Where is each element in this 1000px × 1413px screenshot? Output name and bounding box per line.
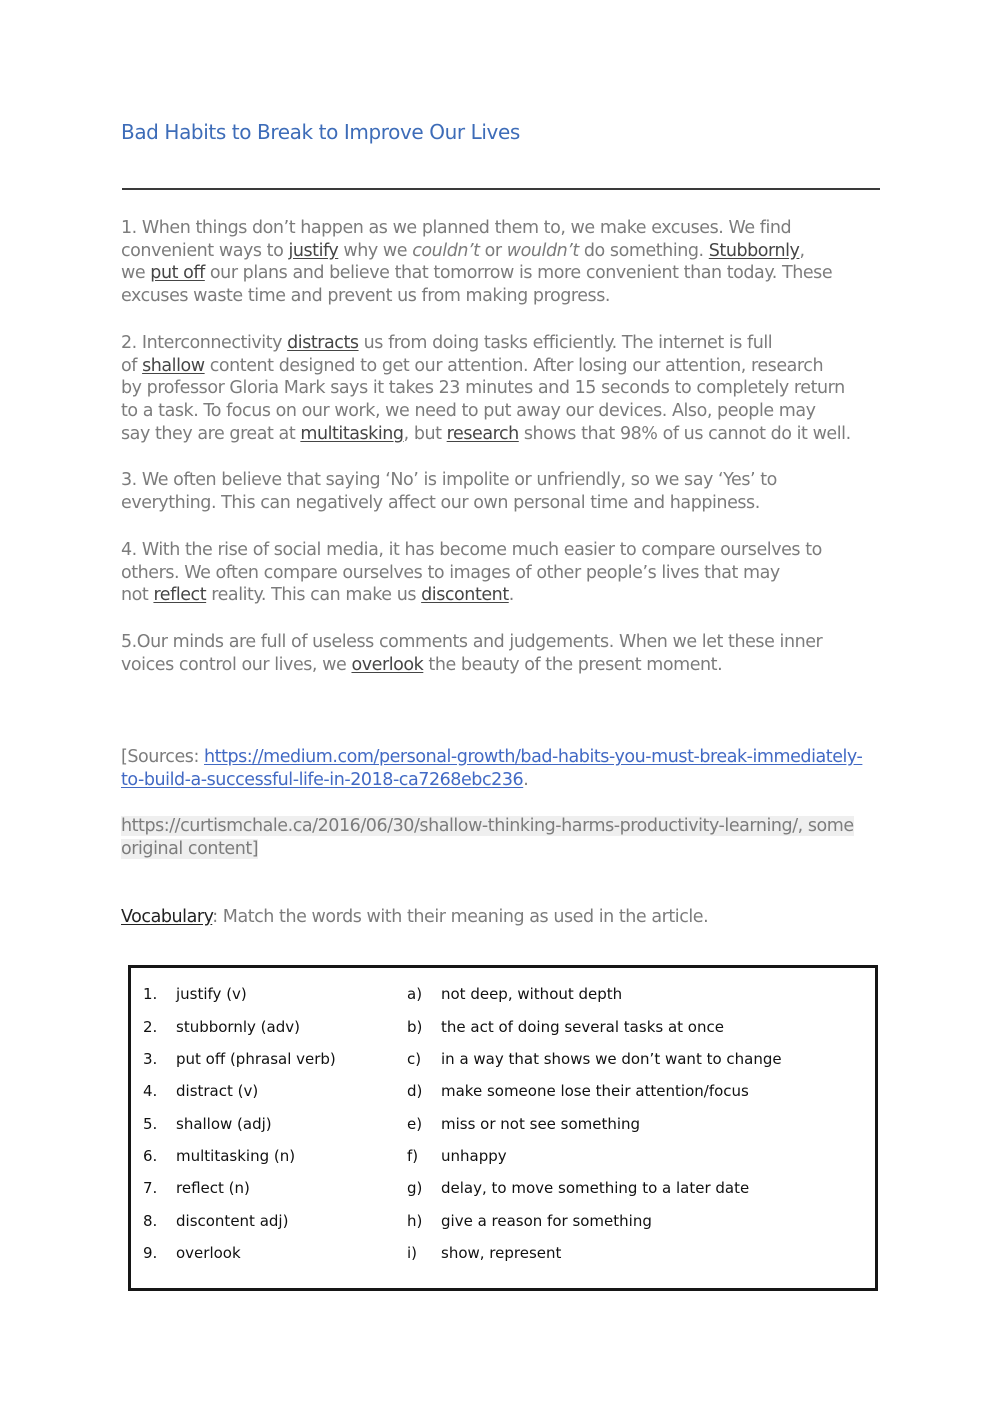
vocab-word-shallow: shallow [142, 355, 205, 376]
vocab-row [131, 1082, 875, 1106]
vocab-definition: make someone lose their attention/focus [441, 1082, 749, 1100]
vocab-term: overlook [176, 1244, 241, 1262]
vocab-letter: c) [407, 1050, 422, 1068]
vocab-number: 4. [143, 1082, 158, 1100]
vocab-term: shallow (adj) [176, 1115, 272, 1133]
vocab-term: put off (phrasal verb) [176, 1050, 336, 1068]
vocab-letter: h) [407, 1212, 423, 1230]
vocab-term: reflect (n) [176, 1179, 250, 1197]
vocab-definition: in a way that shows we don’t want to change [441, 1050, 782, 1068]
vocab-letter: i) [407, 1244, 418, 1262]
paragraph-2: 2. Interconnectivity distracts us from doing tasks efficiently. The internet is full of shallow content designed to get our attention. After losing our attention, research by professor Gloria Mark says it takes 23 minutes and 15 seconds to completely return to a task. To focus on our work, we need to put away our devices. Also, people may say they are great at multitasking, but research shows that 98% of us cannot do it well. [121, 333, 851, 444]
vocab-definition: unhappy [441, 1147, 507, 1165]
vocab-number: 5. [143, 1115, 158, 1133]
source-url-curtismchale: https://curtismchale.ca/2016/06/30/shallow-thinking-harms-productivity-learning/, some [121, 816, 854, 836]
vocab-letter: f) [407, 1147, 419, 1165]
vocab-number: 8. [143, 1212, 158, 1230]
paragraph-4: 4. With the rise of social media, it has become much easier to compare ourselves to others. We often compare ourselves to images of other people’s lives that may not reflect reality. This can make us discontent. [121, 540, 822, 606]
vocab-row [131, 1147, 875, 1171]
vocab-definition: miss or not see something [441, 1115, 641, 1133]
paragraph-3: 3. We often believe that saying ‘No’ is impolite or unfriendly, so we say ‘Yes’ to everything. This can negatively affect our own personal time and happiness. [121, 470, 777, 513]
vocab-word-research: research [446, 423, 519, 444]
vocab-word-reflect: reflect [153, 585, 207, 606]
vocabulary-instruction: Vocabulary: Match the words with their meaning as used in the article. [121, 907, 709, 927]
vocab-word-justify: justify [288, 240, 339, 261]
vocabulary-label: Vocabulary [121, 907, 213, 927]
vocab-number: 9. [143, 1244, 158, 1262]
vocabulary-matching-box [128, 965, 878, 1291]
vocab-letter: g) [407, 1179, 423, 1197]
vocab-number: 6. [143, 1147, 158, 1165]
paragraph-1: 1. When things don’t happen as we planned them to, we make excuses. We find convenient ways to justify why we couldn’t or wouldn’t do something. Stubbornly, we put off our plans and believe that tomorrow is more convenient than today. These excuses waste time and prevent us from making progress. [121, 218, 833, 307]
vocab-definition: give a reason for something [441, 1212, 652, 1230]
vocab-term: discontent adj) [176, 1212, 289, 1230]
page-title: Bad Habits to Break to Improve Our Lives [121, 120, 520, 144]
source-link-medium-continued[interactable]: to-build-a-successful-life-in-2018-ca7268ebc236 [121, 769, 524, 790]
vocab-row [131, 1212, 875, 1236]
vocab-number: 2. [143, 1018, 158, 1036]
vocab-number: 1. [143, 985, 158, 1003]
vocab-word-discontent: discontent [421, 585, 509, 606]
source-link-medium[interactable]: https://medium.com/personal-growth/bad-habits-you-must-break-immediately- [204, 747, 863, 767]
vocab-word-stubbornly: Stubbornly [708, 240, 800, 261]
sources-citation-2: https://curtismchale.ca/2016/06/30/shallow-thinking-harms-productivity-learning/, some original content] [121, 816, 854, 859]
vocab-number: 7. [143, 1179, 158, 1197]
vocab-row [131, 1244, 875, 1268]
vocab-definition: the act of doing several tasks at once [441, 1018, 724, 1036]
vocab-definition: not deep, without depth [441, 985, 623, 1003]
vocab-word-distracts: distracts [287, 333, 359, 353]
vocab-row [131, 1050, 875, 1074]
title-divider [122, 188, 880, 190]
vocab-letter: b) [407, 1018, 423, 1036]
vocab-letter: e) [407, 1115, 423, 1133]
vocab-definition: show, represent [441, 1244, 562, 1262]
vocab-word-overlook: overlook [351, 654, 424, 675]
paragraph-5: 5.Our minds are full of useless comments and judgements. When we let these inner voices control our lives, we overlook the beauty of the present moment. [121, 632, 823, 675]
vocab-row [131, 1115, 875, 1139]
vocab-definition: delay, to move something to a later date [441, 1179, 750, 1197]
vocab-term: multitasking (n) [176, 1147, 296, 1165]
vocab-number: 3. [143, 1050, 158, 1068]
vocab-term: distract (v) [176, 1082, 259, 1100]
vocab-letter: d) [407, 1082, 423, 1100]
vocab-term: justify (v) [176, 985, 247, 1003]
vocab-row [131, 1018, 875, 1042]
sources-citation: [Sources: https://medium.com/personal-growth/bad-habits-you-must-break-immediately- to-build-a-successful-life-in-2018-ca7268ebc236. [121, 747, 863, 790]
vocab-word-multitasking: multitasking [300, 423, 404, 444]
vocab-letter: a) [407, 985, 423, 1003]
vocab-row [131, 985, 875, 1009]
vocab-word-put-off: put off [150, 263, 205, 284]
vocab-term: stubbornly (adv) [176, 1018, 300, 1036]
vocab-row [131, 1179, 875, 1203]
